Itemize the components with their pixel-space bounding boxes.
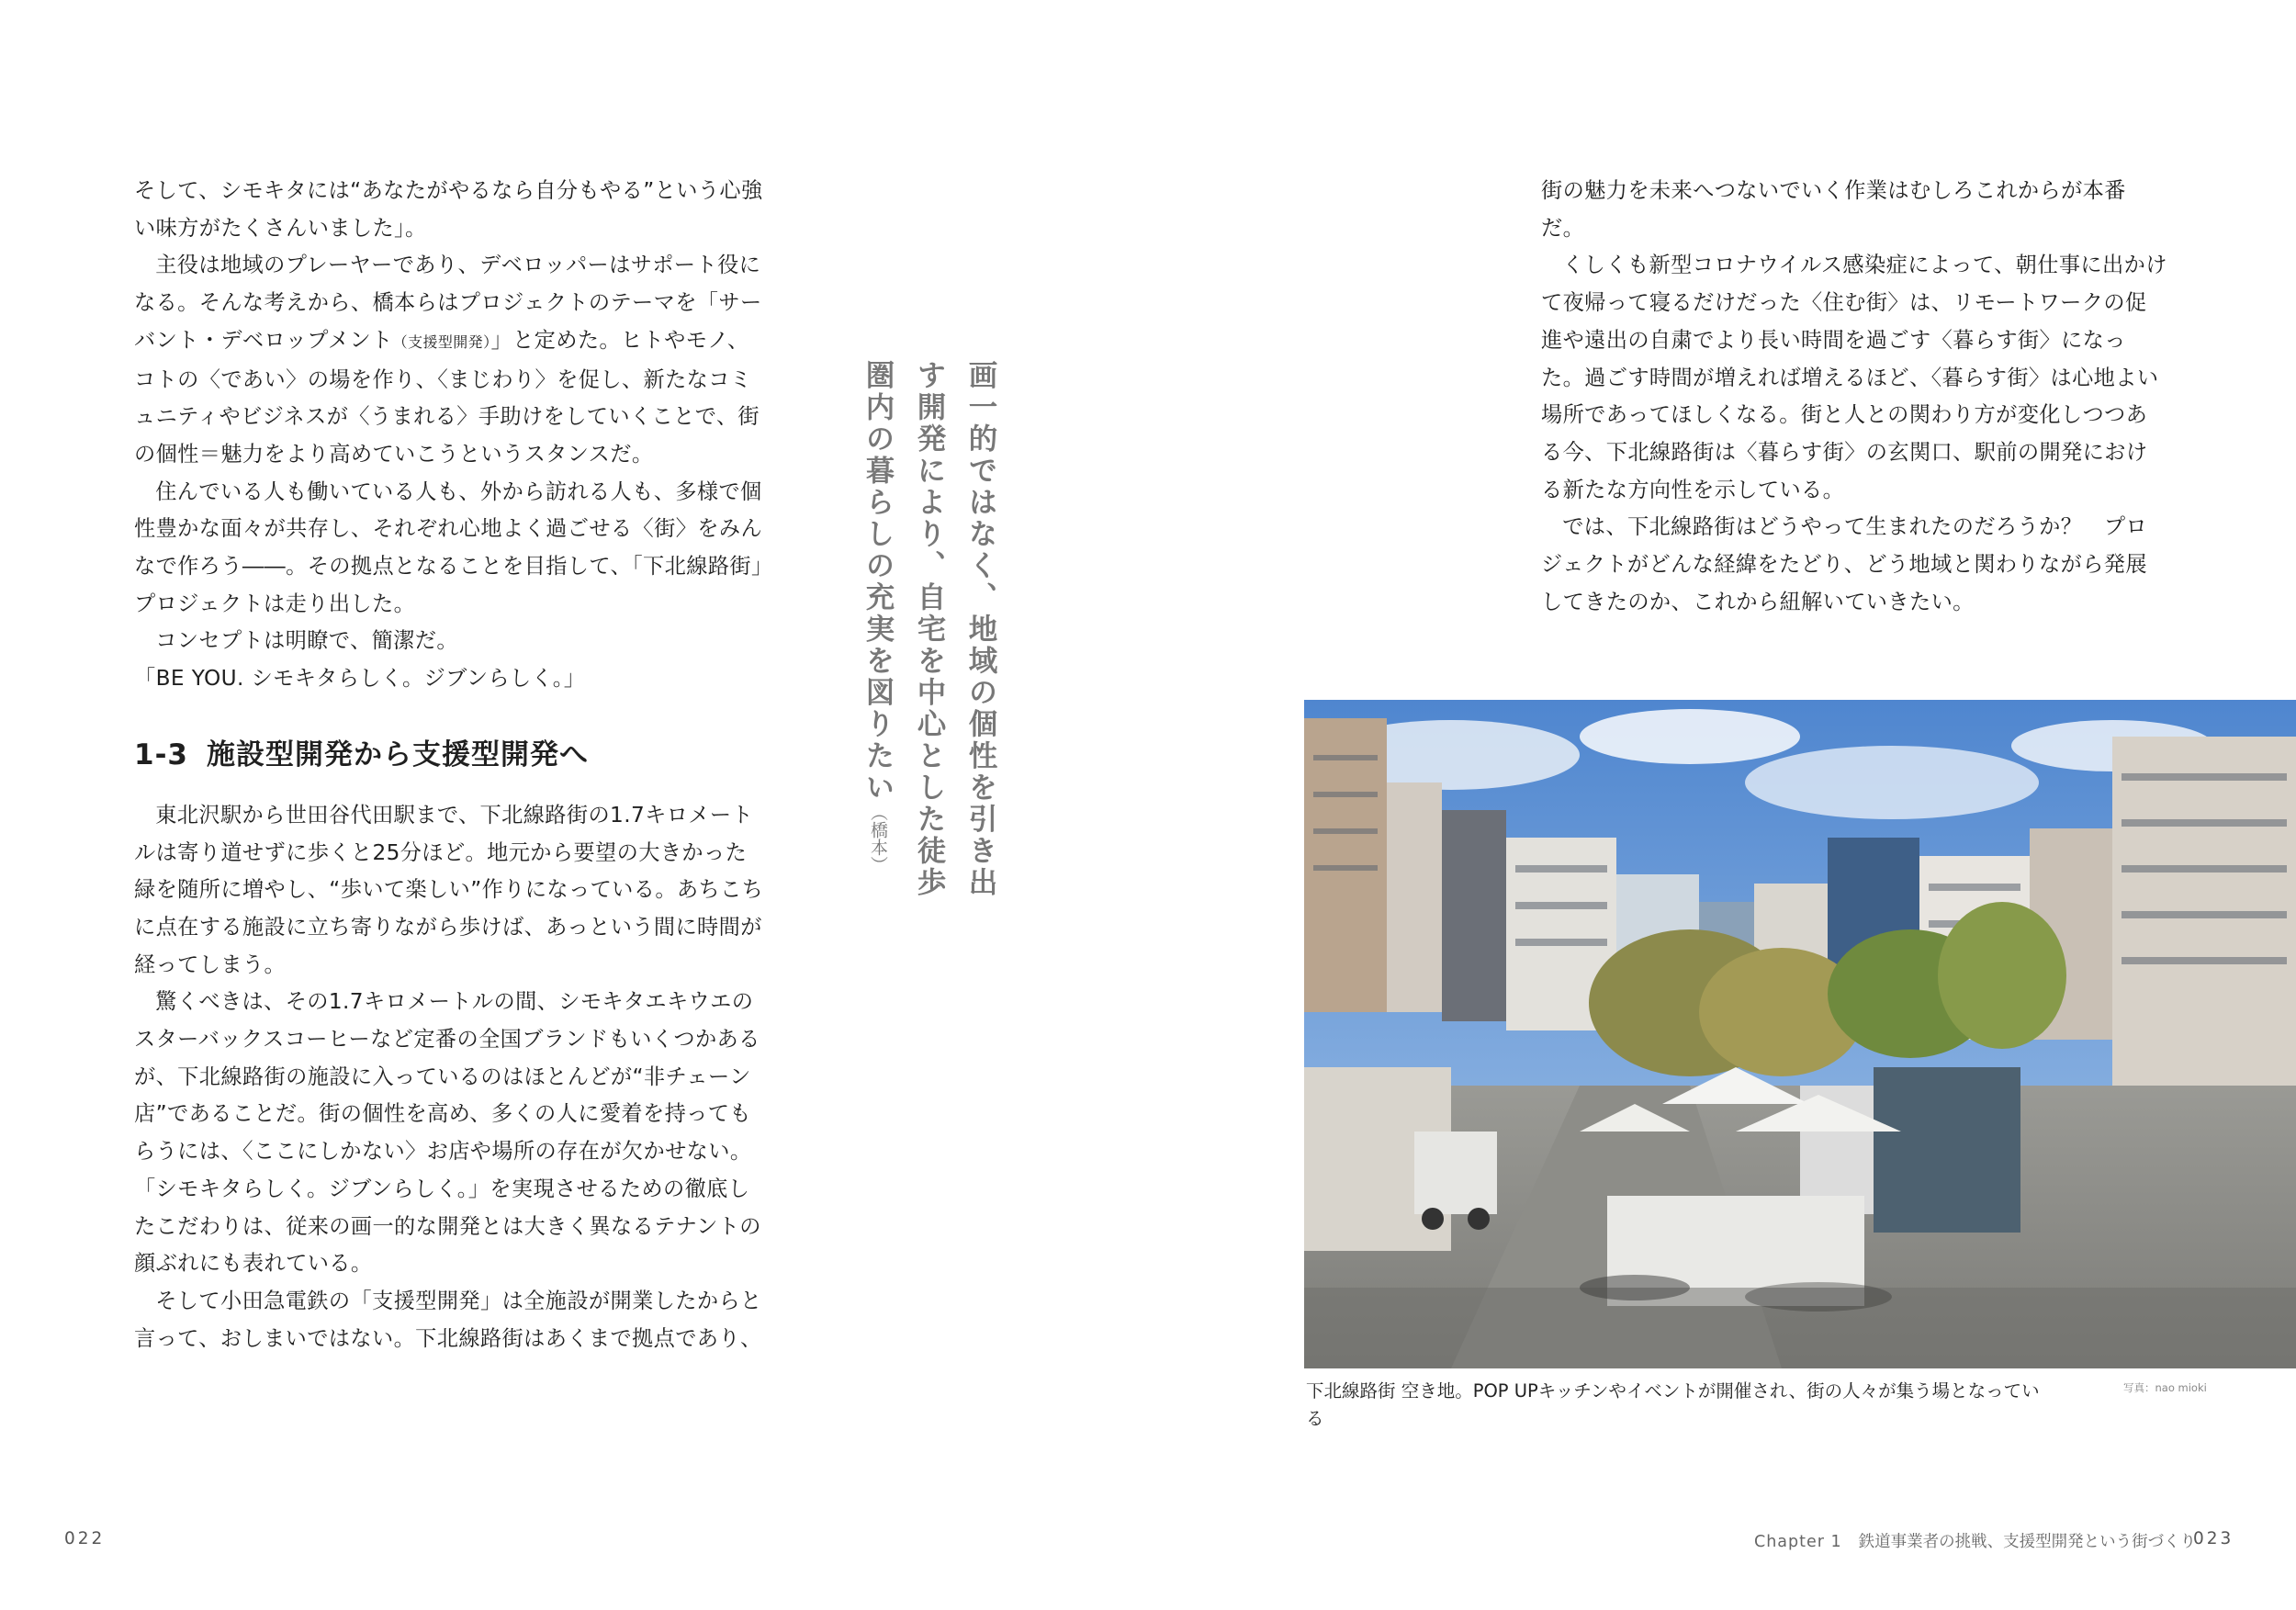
photo-caption: 下北線路街 空き地。POP UPキッチンやイベントが開催され、街の人々が集う場となっている — [1306, 1380, 2040, 1429]
photo-credit: 写真：nao mioki — [2123, 1381, 2207, 1394]
paragraph: 街の魅力を未来へつないでいく作業はむしろこれからが本番だ。 — [1541, 178, 2126, 241]
paragraph-text: 」と定めた。ヒトやモノ、コトの〈であい〉の場を作り、〈まじわり〉を促し、新たなコミュニティやビジネスが〈うまれる〉手助けをしていくことで、街の個性＝魅力をより高めていこうというスタンスだ。 — [134, 327, 760, 467]
paragraph — [134, 247, 768, 473]
section-number: 1-3 — [134, 737, 189, 771]
right-page-body — [1541, 173, 2167, 621]
left-page-body — [134, 173, 768, 1357]
paragraph: くしくも新型コロナウイルス感染症によって、朝仕事に出かけて夜帰って寝るだけだった〈住む街〉は、リモートワークの促進や遠出の自粛でより長い時間を過ごす〈暮らす街〉になった。過ごす時間が増えれば増えるほど、〈暮らす街〉は心地よい場所であってほしくなる。街と人との関わり方が変化しつつある今、下北線路街は〈暮らす街〉の玄関口、駅前の開発における新たな方向性を示している。 — [1541, 253, 2167, 502]
paragraph: そして小田急電鉄の「支援型開発」は全施設が開業したからと言って、おしまいではない。下北線路街はあくまで拠点であり、 — [134, 1288, 762, 1351]
running-head — [1754, 1529, 2196, 1552]
chapter-title: 鉄道事業者の挑戦、支援型開発という街づくり — [1858, 1533, 2197, 1551]
pull-quote — [850, 360, 1007, 902]
paragraph: 驚くべきは、その1.7キロメートルの間、シモキタエキウエのスターバックスコーヒーなど定番の全国ブランドもいくつかあるが、下北線路街の施設に入っているのはほとんどが“非チェーン店”であることだ。街の個性を高め、多くの人に愛着を持ってもらうには、〈ここにしかない〉お店や場所の存在が欠かせない。「シモキタらしく。ジブンらしく。」を実現させるための徹底したこだわりは、従来の画一的な開発とは大きく異なるテナントの顔ぶれにも表れている。 — [134, 989, 761, 1277]
paragraph: 住んでいる人も働いている人も、外から訪れる人も、多様で個性豊かな面々が共存し、それぞれ心地よく過ごせる〈街〉をみんなで作ろう――。その拠点となることを目指して、「下北線路街」プロジェクトは走り出した。 — [134, 478, 763, 616]
paragraph-text: 主役は地域のプレーヤーであり、デベロッパーはサポート役になる。そんな考えから、橋本らはプロジェクトのテーマを「サーバント・デベロップメント — [134, 253, 762, 353]
paragraph: コンセプトは明瞭で、簡潔だ。 — [155, 628, 458, 654]
pull-quote-text: 画一的ではなく、地域の個性を引き出す開発により、自宅を中心とした徒歩圏内の暮らしの充実を図りたい — [861, 360, 997, 899]
section-title: 施設型開発から支援型開発へ — [207, 737, 590, 771]
street-photo — [1304, 700, 2296, 1368]
chapter-label: Chapter 1 — [1754, 1533, 1842, 1551]
page-number-left: 022 — [64, 1529, 106, 1548]
page-number-right: 023 — [2193, 1529, 2234, 1548]
inline-note: （支援型開発） — [392, 332, 491, 351]
paragraph: 東北沢駅から世田谷代田駅まで、下北線路街の1.7キロメートルは寄り道せずに歩くと25分ほど。地元から要望の大きかった緑を随所に増やし、“歩いて楽しい”作りになっている。あちこちに点在する施設に立ち寄りながら歩けば、あっという間に時間が経ってしまう。 — [134, 802, 764, 977]
paragraph: では、下北線路街はどうやって生まれたのだろうか？ プロジェクトがどんな経緯をたどり、どう地域と関わりながら発展してきたのか、これから紐解いていきたい。 — [1541, 514, 2148, 614]
concept-line: 「BE YOU. シモキタらしく。ジブンらしく。」 — [134, 666, 586, 692]
section-heading — [134, 737, 768, 773]
pull-quote-attribution: （橋本） — [868, 804, 888, 873]
paragraph: そして、シモキタには“あなたがやるなら自分もやる”という心強い味方がたくさんいました」。 — [134, 178, 763, 241]
